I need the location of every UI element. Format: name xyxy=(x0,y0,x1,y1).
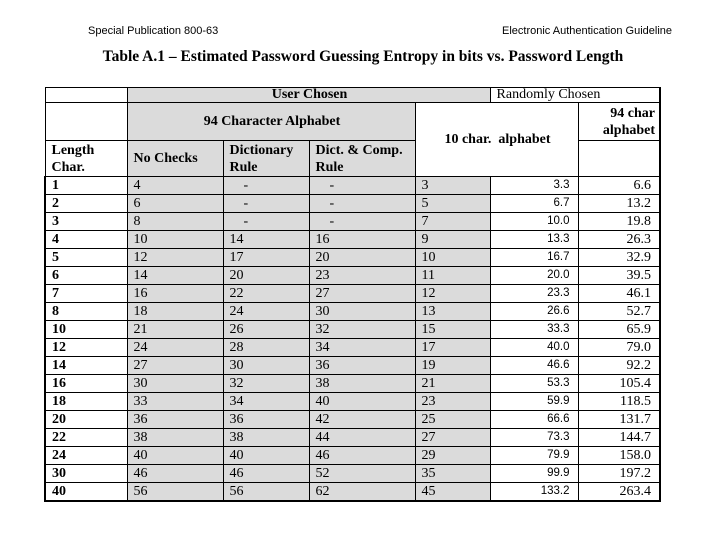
cell-random-94char: 131.7 xyxy=(578,411,660,429)
cell-random-10char: 13.3 xyxy=(490,231,578,249)
cell-no-checks: 36 xyxy=(127,411,223,429)
table-row xyxy=(45,339,660,357)
cell-dictionary-rule: 56 xyxy=(223,483,309,502)
cell-dict-comp-rule: 27 xyxy=(309,285,415,303)
cell-user-10char: 10 xyxy=(415,249,490,267)
cell-random-94char: 197.2 xyxy=(578,465,660,483)
cell-random-94char: 6.6 xyxy=(578,177,660,195)
table-row xyxy=(45,429,660,447)
cell-random-94char: 79.0 xyxy=(578,339,660,357)
cell-no-checks: 10 xyxy=(127,231,223,249)
cell-random-94char: 26.3 xyxy=(578,231,660,249)
table-row xyxy=(45,411,660,429)
cell-no-checks: 6 xyxy=(127,195,223,213)
header-length-char: Length Char. xyxy=(45,141,127,177)
cell-length: 8 xyxy=(45,303,127,321)
cell-no-checks: 27 xyxy=(127,357,223,375)
cell-random-10char: 59.9 xyxy=(490,393,578,411)
cell-dict-comp-rule: 30 xyxy=(309,303,415,321)
cell-length: 3 xyxy=(45,213,127,231)
cell-random-94char: 19.8 xyxy=(578,213,660,231)
cell-dictionary-rule: - xyxy=(223,213,309,231)
cell-length: 40 xyxy=(45,483,127,502)
cell-length: 22 xyxy=(45,429,127,447)
table-row xyxy=(45,447,660,465)
cell-user-10char: 12 xyxy=(415,285,490,303)
table-header xyxy=(45,88,660,177)
cell-dictionary-rule: 17 xyxy=(223,249,309,267)
cell-dict-comp-rule: 40 xyxy=(309,393,415,411)
cell-no-checks: 14 xyxy=(127,267,223,285)
cell-user-10char: 11 xyxy=(415,267,490,285)
cell-random-94char: 13.2 xyxy=(578,195,660,213)
cell-dict-comp-rule: 23 xyxy=(309,267,415,285)
cell-random-10char: 33.3 xyxy=(490,321,578,339)
cell-user-10char: 17 xyxy=(415,339,490,357)
cell-user-10char: 5 xyxy=(415,195,490,213)
header-dict-comp-rule: Dict. & Comp. Rule xyxy=(309,141,415,177)
cell-user-10char: 29 xyxy=(415,447,490,465)
cell-dictionary-rule: 30 xyxy=(223,357,309,375)
cell-no-checks: 40 xyxy=(127,447,223,465)
cell-no-checks: 24 xyxy=(127,339,223,357)
cell-user-10char: 7 xyxy=(415,213,490,231)
cell-random-10char: 79.9 xyxy=(490,447,578,465)
cell-length: 16 xyxy=(45,375,127,393)
cell-random-10char: 6.7 xyxy=(490,195,578,213)
cell-dict-comp-rule: 42 xyxy=(309,411,415,429)
header-94-char-alphabet: 94 char alphabet xyxy=(578,103,660,141)
cell-length: 30 xyxy=(45,465,127,483)
cell-user-10char: 9 xyxy=(415,231,490,249)
cell-random-94char: 105.4 xyxy=(578,375,660,393)
cell-random-10char: 23.3 xyxy=(490,285,578,303)
cell-length: 12 xyxy=(45,339,127,357)
cell-dict-comp-rule: 36 xyxy=(309,357,415,375)
cell-dict-comp-rule: 62 xyxy=(309,483,415,502)
cell-user-10char: 15 xyxy=(415,321,490,339)
cell-length: 10 xyxy=(45,321,127,339)
cell-random-10char: 3.3 xyxy=(490,177,578,195)
header-94-character-alphabet: 94 Character Alphabet xyxy=(127,103,415,141)
cell-dictionary-rule: 28 xyxy=(223,339,309,357)
table-row xyxy=(45,267,660,285)
cell-dictionary-rule: 32 xyxy=(223,375,309,393)
cell-random-94char: 52.7 xyxy=(578,303,660,321)
cell-length: 20 xyxy=(45,411,127,429)
cell-random-94char: 118.5 xyxy=(578,393,660,411)
cell-dict-comp-rule: - xyxy=(309,177,415,195)
corner-spacer xyxy=(45,88,127,103)
cell-dict-comp-rule: 34 xyxy=(309,339,415,357)
cell-random-94char: 263.4 xyxy=(578,483,660,502)
table-body xyxy=(45,177,660,502)
cell-length: 4 xyxy=(45,231,127,249)
cell-no-checks: 38 xyxy=(127,429,223,447)
cell-dict-comp-rule: 20 xyxy=(309,249,415,267)
cell-random-10char: 16.7 xyxy=(490,249,578,267)
cell-user-10char: 27 xyxy=(415,429,490,447)
cell-random-94char: 144.7 xyxy=(578,429,660,447)
cell-dictionary-rule: 14 xyxy=(223,231,309,249)
cell-user-10char: 35 xyxy=(415,465,490,483)
corner-spacer xyxy=(45,103,127,141)
cell-dictionary-rule: 34 xyxy=(223,393,309,411)
cell-random-94char: 46.1 xyxy=(578,285,660,303)
cell-dictionary-rule: 46 xyxy=(223,465,309,483)
header-10-char-alphabet: 10 char. alphabet xyxy=(415,103,578,177)
cell-random-94char: 65.9 xyxy=(578,321,660,339)
cell-length: 7 xyxy=(45,285,127,303)
cell-no-checks: 33 xyxy=(127,393,223,411)
cell-user-10char: 19 xyxy=(415,357,490,375)
cell-dictionary-rule: 26 xyxy=(223,321,309,339)
cell-length: 1 xyxy=(45,177,127,195)
header-row-alphabet xyxy=(45,103,660,141)
table-row xyxy=(45,483,660,502)
cell-dict-comp-rule: 32 xyxy=(309,321,415,339)
cell-dict-comp-rule: 44 xyxy=(309,429,415,447)
header-no-checks: No Checks xyxy=(127,141,223,177)
header-empty-cell xyxy=(578,141,660,177)
cell-dictionary-rule: - xyxy=(223,177,309,195)
cell-no-checks: 12 xyxy=(127,249,223,267)
cell-random-10char: 46.6 xyxy=(490,357,578,375)
entropy-table xyxy=(44,87,661,502)
cell-dictionary-rule: 24 xyxy=(223,303,309,321)
table-row xyxy=(45,465,660,483)
table-row xyxy=(45,177,660,195)
cell-dict-comp-rule: 46 xyxy=(309,447,415,465)
header-row-chosen xyxy=(45,88,660,103)
cell-random-10char: 133.2 xyxy=(490,483,578,502)
cell-dict-comp-rule: 52 xyxy=(309,465,415,483)
cell-length: 6 xyxy=(45,267,127,285)
cell-user-10char: 13 xyxy=(415,303,490,321)
cell-no-checks: 21 xyxy=(127,321,223,339)
publication-id: Special Publication 800-63 xyxy=(88,25,219,37)
cell-user-10char: 23 xyxy=(415,393,490,411)
cell-dict-comp-rule: - xyxy=(309,213,415,231)
cell-dict-comp-rule: 16 xyxy=(309,231,415,249)
cell-dict-comp-rule: 38 xyxy=(309,375,415,393)
cell-length: 5 xyxy=(45,249,127,267)
cell-random-10char: 66.6 xyxy=(490,411,578,429)
table-row xyxy=(45,213,660,231)
header-dictionary-rule: Dictionary Rule xyxy=(223,141,309,177)
table-row xyxy=(45,303,660,321)
cell-no-checks: 8 xyxy=(127,213,223,231)
cell-dictionary-rule: 38 xyxy=(223,429,309,447)
cell-dictionary-rule: 22 xyxy=(223,285,309,303)
cell-dictionary-rule: 20 xyxy=(223,267,309,285)
cell-no-checks: 4 xyxy=(127,177,223,195)
table-row xyxy=(45,285,660,303)
table-row xyxy=(45,249,660,267)
table-row xyxy=(45,375,660,393)
cell-length: 14 xyxy=(45,357,127,375)
cell-random-10char: 20.0 xyxy=(490,267,578,285)
table-row xyxy=(45,195,660,213)
cell-dictionary-rule: 36 xyxy=(223,411,309,429)
document-name: Electronic Authentication Guideline xyxy=(502,25,672,37)
cell-length: 18 xyxy=(45,393,127,411)
cell-random-10char: 53.3 xyxy=(490,375,578,393)
cell-random-94char: 92.2 xyxy=(578,357,660,375)
cell-no-checks: 18 xyxy=(127,303,223,321)
cell-length: 2 xyxy=(45,195,127,213)
cell-no-checks: 56 xyxy=(127,483,223,502)
cell-random-94char: 32.9 xyxy=(578,249,660,267)
cell-random-10char: 26.6 xyxy=(490,303,578,321)
table-row xyxy=(45,393,660,411)
cell-length: 24 xyxy=(45,447,127,465)
cell-user-10char: 45 xyxy=(415,483,490,502)
cell-random-94char: 39.5 xyxy=(578,267,660,285)
table-row xyxy=(45,357,660,375)
cell-dict-comp-rule: - xyxy=(309,195,415,213)
cell-dictionary-rule: - xyxy=(223,195,309,213)
cell-no-checks: 16 xyxy=(127,285,223,303)
running-header xyxy=(0,0,726,38)
table-row xyxy=(45,231,660,249)
cell-no-checks: 30 xyxy=(127,375,223,393)
cell-random-10char: 99.9 xyxy=(490,465,578,483)
cell-random-10char: 73.3 xyxy=(490,429,578,447)
cell-user-10char: 21 xyxy=(415,375,490,393)
cell-random-10char: 10.0 xyxy=(490,213,578,231)
table-title: Table A.1 – Estimated Password Guessing Entropy in bits vs. Password Length xyxy=(102,48,624,65)
table-row xyxy=(45,321,660,339)
cell-user-10char: 3 xyxy=(415,177,490,195)
cell-random-10char: 40.0 xyxy=(490,339,578,357)
cell-user-10char: 25 xyxy=(415,411,490,429)
cell-random-94char: 158.0 xyxy=(578,447,660,465)
cell-dictionary-rule: 40 xyxy=(223,447,309,465)
header-randomly-chosen: Randomly Chosen xyxy=(490,88,660,103)
cell-no-checks: 46 xyxy=(127,465,223,483)
header-user-chosen: User Chosen xyxy=(127,88,490,103)
